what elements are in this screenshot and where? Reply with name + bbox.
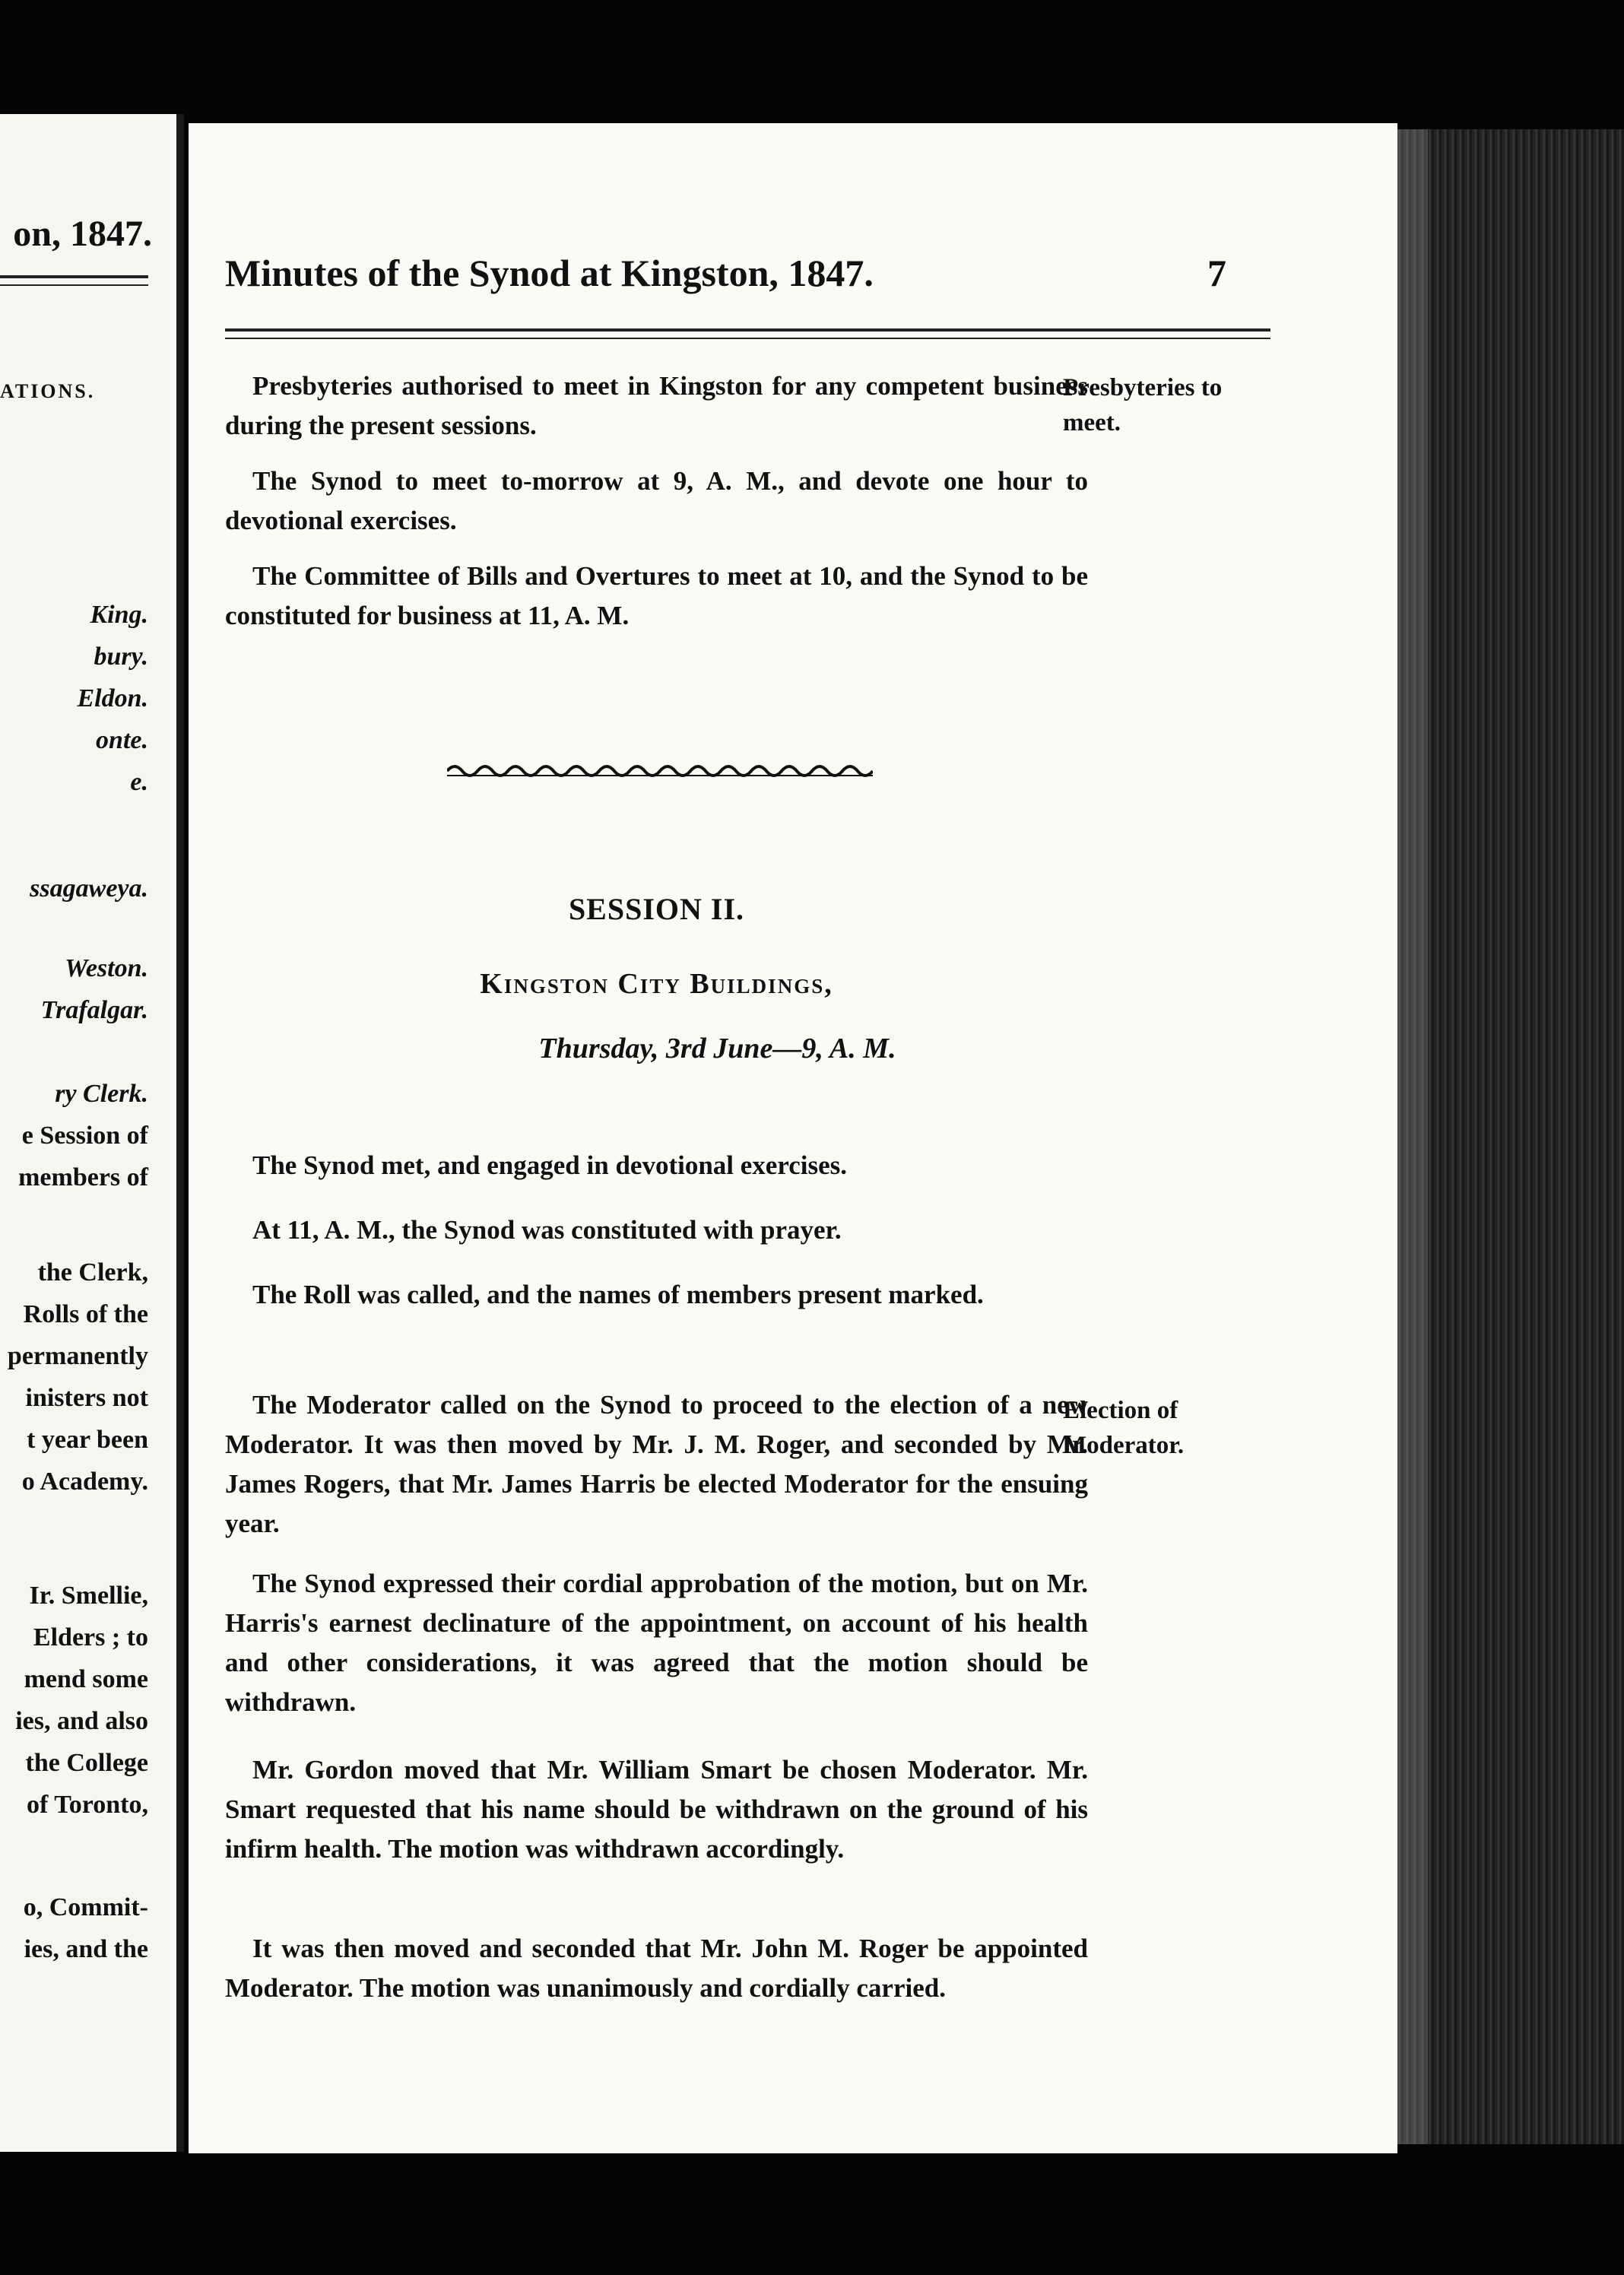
margin-note-election: Election of Moderator. xyxy=(1063,1397,1185,1459)
paragraph-roll: The Roll was called, and the names of members present marked. xyxy=(252,1280,984,1309)
main-page xyxy=(189,123,1397,2153)
paragraph-presbyteries: Presbyteries authorised to meet in Kingston for any competent business during the present sessions. xyxy=(225,371,1088,440)
left-page-line: onte. xyxy=(96,726,148,754)
left-page-line: permanently xyxy=(7,1342,148,1370)
left-page-line: bury. xyxy=(94,643,148,671)
running-header: Minutes of the Synod at Kingston, 1847. xyxy=(225,252,874,294)
left-page-line: t year been xyxy=(27,1426,148,1454)
paragraph-roger-appointed: It was then moved and seconded that Mr. John M. Roger be appointed Moderator. The motion was unanimously and cordially carried. xyxy=(225,1934,1088,2003)
left-page-line: the College xyxy=(25,1749,148,1777)
left-page-line: Weston. xyxy=(65,954,148,982)
margin-note-presbyteries: Presbyteries to meet. xyxy=(1063,374,1223,436)
paragraph-gordon-motion: Mr. Gordon moved that Mr. William Smart be chosen Moderator. Mr. Smart requested that his name should be withdrawn on the ground of his infirm health. The motion was withdrawn accordingly. xyxy=(225,1755,1088,1864)
left-page-line: Ir. Smellie, xyxy=(29,1582,148,1610)
left-page-line: o Academy. xyxy=(21,1467,148,1496)
left-page-line: members of xyxy=(18,1163,148,1191)
left-page-line: Eldon. xyxy=(77,684,148,712)
paragraph-committee: The Committee of Bills and Overtures to meet at 10, and the Synod to be constituted for business at 11, A. M. xyxy=(225,561,1088,630)
session-heading: SESSION II. xyxy=(568,892,745,926)
book-gutter-shadow xyxy=(1397,129,1428,2144)
left-page-line: e Session of xyxy=(21,1122,148,1150)
page-number: 7 xyxy=(1207,252,1226,294)
left-page-line: ry Clerk. xyxy=(55,1080,148,1108)
left-page-line: Rolls of the xyxy=(23,1300,148,1328)
header-rule xyxy=(225,328,1270,332)
left-page-line: ATIONS. xyxy=(0,380,96,402)
session-date: Thursday, 3rd June—9, A. M. xyxy=(538,1033,896,1065)
left-header-rule xyxy=(0,275,148,278)
left-page-line: mend some xyxy=(24,1665,148,1693)
paragraph-synod-meet: The Synod to meet to-morrow at 9, A. M., and devote one hour to devotional exercises. xyxy=(225,466,1088,535)
left-page-line: ssagaweya. xyxy=(30,874,148,903)
left-page-line: ies, and also xyxy=(15,1707,148,1735)
left-page-line: inisters not xyxy=(25,1384,148,1412)
left-page-line: King. xyxy=(90,601,148,629)
left-page-fragment xyxy=(0,114,184,2152)
left-page-line: o, Commit- xyxy=(23,1893,148,1921)
paragraph-approbation: The Synod expressed their cordial approbation of the motion, but on Mr. Harris's earnest declinature of the appointment, on account of his health and other considerations, it was agreed that the motion should be withdrawn. xyxy=(225,1569,1088,1717)
session-place: Kingston City Buildings, xyxy=(480,968,833,1000)
left-header-rule-thin xyxy=(0,284,148,286)
left-page-line: ies, and the xyxy=(24,1935,148,1963)
ornamental-divider xyxy=(447,754,873,785)
paragraph-election: The Moderator called on the Synod to proceed to the election of a new Moderator. It was then moved by Mr. J. M. Roger, and seconded by Mr. James Rogers, that Mr. James Harris be elected Moderator for the ensuing year. xyxy=(225,1390,1088,1538)
paragraph-constituted: At 11, A. M., the Synod was constituted with prayer. xyxy=(252,1215,842,1245)
left-page-header: on, 1847. xyxy=(13,214,152,254)
left-page-line: e. xyxy=(130,768,148,796)
left-page-line: Elders ; to xyxy=(33,1623,148,1652)
header-rule-thin xyxy=(225,338,1270,339)
left-page-line: the Clerk, xyxy=(37,1258,148,1287)
left-page-line: Trafalgar. xyxy=(40,996,148,1024)
book-page-edges xyxy=(1397,129,1624,2144)
left-page-line: of Toronto, xyxy=(27,1791,148,1819)
paragraph-synod-met: The Synod met, and engaged in devotional exercises. xyxy=(252,1150,848,1180)
